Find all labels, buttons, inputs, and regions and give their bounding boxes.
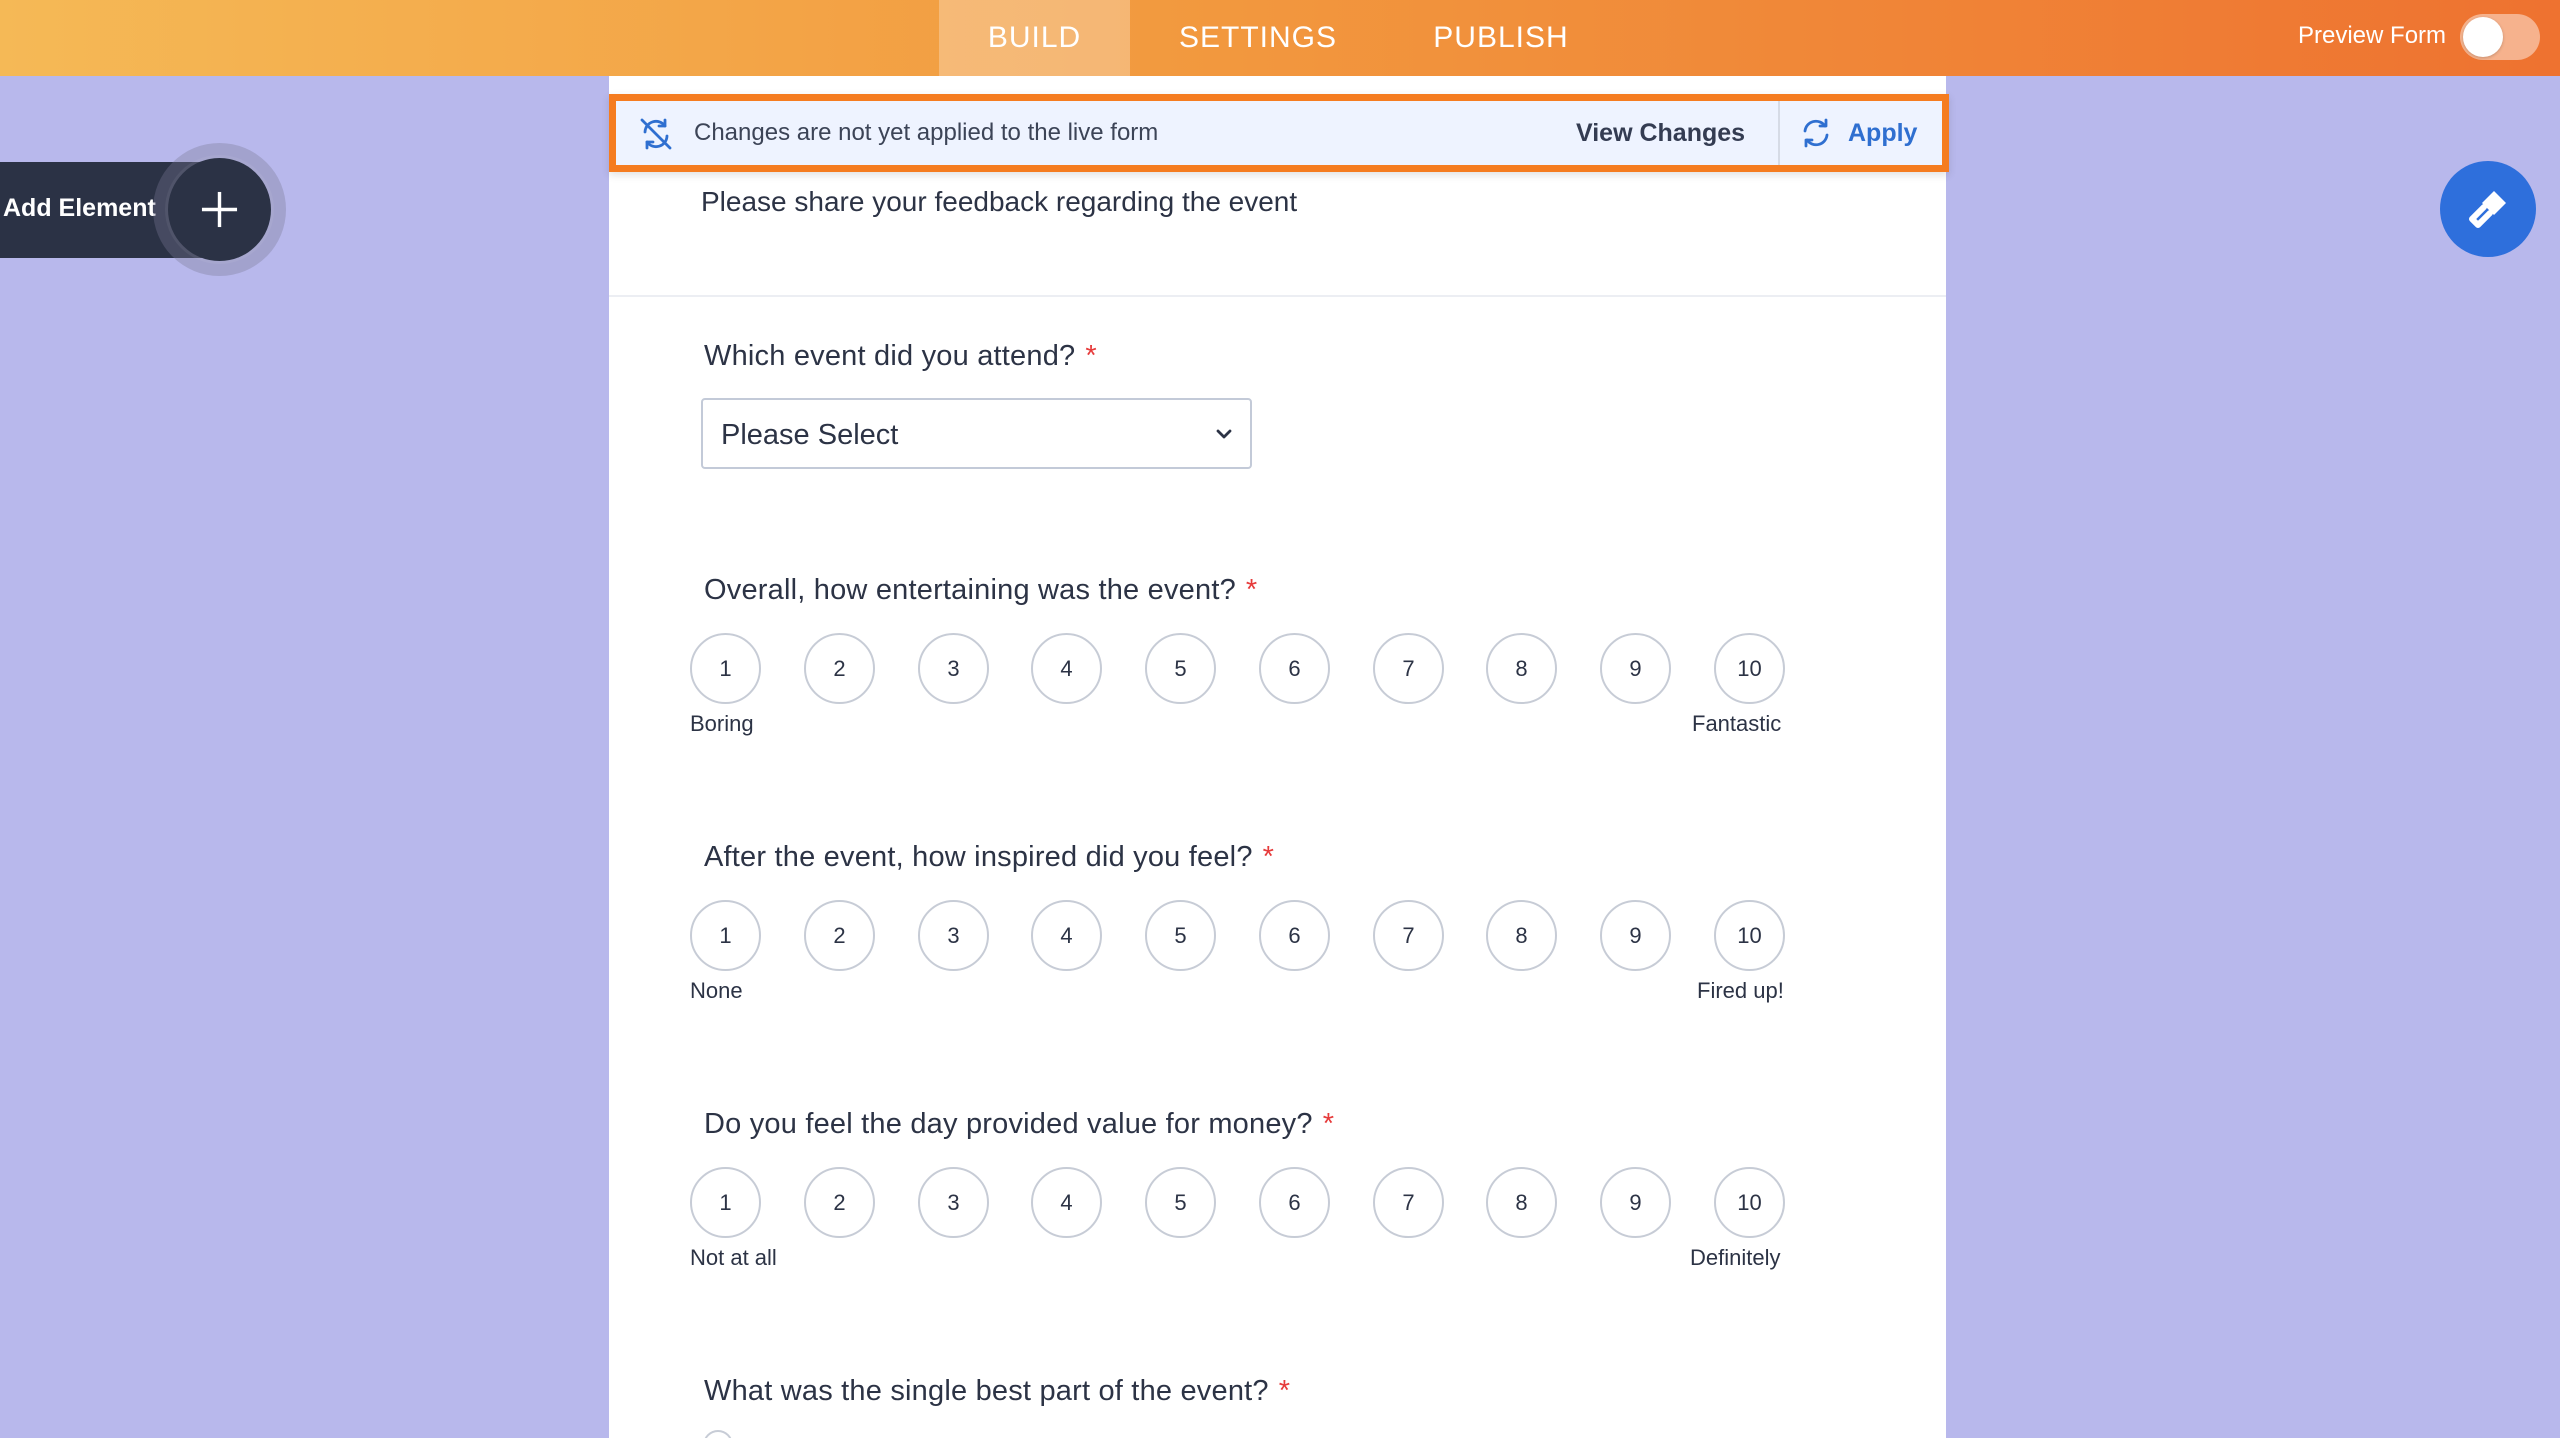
- section-divider: [609, 295, 1946, 297]
- scale-option[interactable]: 10: [1714, 633, 1785, 704]
- scale-high-label: Definitely: [1690, 1245, 1781, 1270]
- refresh-icon: [1800, 117, 1832, 149]
- paint-roller-icon: [2464, 185, 2512, 233]
- add-element-button[interactable]: [168, 158, 271, 261]
- question-event-attended: [704, 340, 1097, 373]
- question-label: What was the single best part of the event?: [704, 1375, 1269, 1407]
- question-label: Which event did you attend?: [704, 340, 1076, 372]
- scale-low-label: None: [690, 978, 743, 1003]
- question-value-for-money: [704, 1108, 1334, 1141]
- scale-option[interactable]: 3: [918, 633, 989, 704]
- scale-rating-entertaining: [690, 633, 1790, 705]
- banner-divider: [1778, 101, 1780, 165]
- question-label: Do you feel the day provided value for money?: [704, 1108, 1313, 1140]
- plus-icon: [200, 190, 239, 229]
- scale-option[interactable]: 6: [1259, 633, 1330, 704]
- scale-option[interactable]: 1: [690, 1167, 761, 1238]
- top-navigation-bar: [0, 0, 2560, 76]
- required-asterisk: *: [1322, 1108, 1335, 1140]
- preview-form-label: Preview Form: [2298, 22, 2447, 49]
- required-asterisk: *: [1262, 841, 1275, 873]
- scale-option[interactable]: 7: [1373, 633, 1444, 704]
- preview-form-toggle[interactable]: [2460, 14, 2540, 60]
- scale-option[interactable]: 9: [1600, 1167, 1671, 1238]
- unapplied-changes-text: Changes are not yet applied to the live form: [694, 119, 1159, 146]
- scale-high-label: Fantastic: [1692, 711, 1782, 736]
- scale-option[interactable]: 5: [1145, 1167, 1216, 1238]
- select-value: Please Select: [721, 419, 899, 451]
- add-element-label: Add Element: [3, 194, 156, 222]
- scale-option[interactable]: 2: [804, 900, 875, 971]
- toggle-knob: [2463, 17, 2503, 57]
- sync-off-icon: [638, 116, 674, 152]
- form-intro-text: Please share your feedback regarding the event: [701, 186, 1298, 217]
- scale-option[interactable]: 9: [1600, 900, 1671, 971]
- scale-option[interactable]: 1: [690, 633, 761, 704]
- apply-button[interactable]: [1800, 115, 1917, 151]
- required-asterisk: *: [1278, 1375, 1291, 1407]
- scale-option[interactable]: 4: [1031, 1167, 1102, 1238]
- question-entertaining: [704, 574, 1257, 607]
- apply-label: Apply: [1848, 118, 1918, 147]
- scale-option[interactable]: 6: [1259, 1167, 1330, 1238]
- scale-option[interactable]: 10: [1714, 1167, 1785, 1238]
- builder-tabs: [939, 0, 1616, 76]
- scale-option[interactable]: 5: [1145, 900, 1216, 971]
- tab-build[interactable]: BUILD: [939, 0, 1130, 76]
- required-asterisk: *: [1085, 340, 1097, 372]
- scale-low-label: Not at all: [690, 1245, 777, 1270]
- scale-option[interactable]: 1: [690, 900, 761, 971]
- scale-option[interactable]: 5: [1145, 633, 1216, 704]
- scale-high-label: Fired up!: [1697, 978, 1784, 1003]
- scale-option[interactable]: 8: [1486, 633, 1557, 704]
- question-label: Overall, how entertaining was the event?: [704, 574, 1236, 606]
- scale-option[interactable]: 8: [1486, 900, 1557, 971]
- scale-option[interactable]: 3: [918, 900, 989, 971]
- scale-low-label: Boring: [690, 711, 754, 736]
- scale-option[interactable]: 8: [1486, 1167, 1557, 1238]
- scale-option[interactable]: 2: [804, 1167, 875, 1238]
- event-select-dropdown[interactable]: [701, 398, 1252, 469]
- scale-option[interactable]: 4: [1031, 900, 1102, 971]
- scale-option[interactable]: 6: [1259, 900, 1330, 971]
- scale-option[interactable]: 10: [1714, 900, 1785, 971]
- scale-option[interactable]: 7: [1373, 1167, 1444, 1238]
- tab-publish[interactable]: PUBLISH: [1433, 21, 1569, 54]
- required-asterisk: *: [1245, 574, 1258, 606]
- form-designer-button[interactable]: [2440, 161, 2536, 257]
- scale-option[interactable]: 4: [1031, 633, 1102, 704]
- chevron-down-icon: [1212, 422, 1236, 446]
- scale-rating-inspired: [690, 900, 1790, 972]
- scale-rating-value: [690, 1167, 1790, 1239]
- tab-settings[interactable]: SETTINGS: [1178, 21, 1337, 54]
- question-label: After the event, how inspired did you feel?: [704, 841, 1253, 873]
- question-inspired: [704, 841, 1274, 874]
- scale-option[interactable]: 2: [804, 633, 875, 704]
- scale-option[interactable]: 9: [1600, 633, 1671, 704]
- scale-option[interactable]: 7: [1373, 900, 1444, 971]
- unapplied-changes-banner: [609, 94, 1949, 172]
- scale-option[interactable]: 3: [918, 1167, 989, 1238]
- question-best-part: [704, 1375, 1290, 1408]
- view-changes-button[interactable]: View Changes: [1576, 119, 1746, 147]
